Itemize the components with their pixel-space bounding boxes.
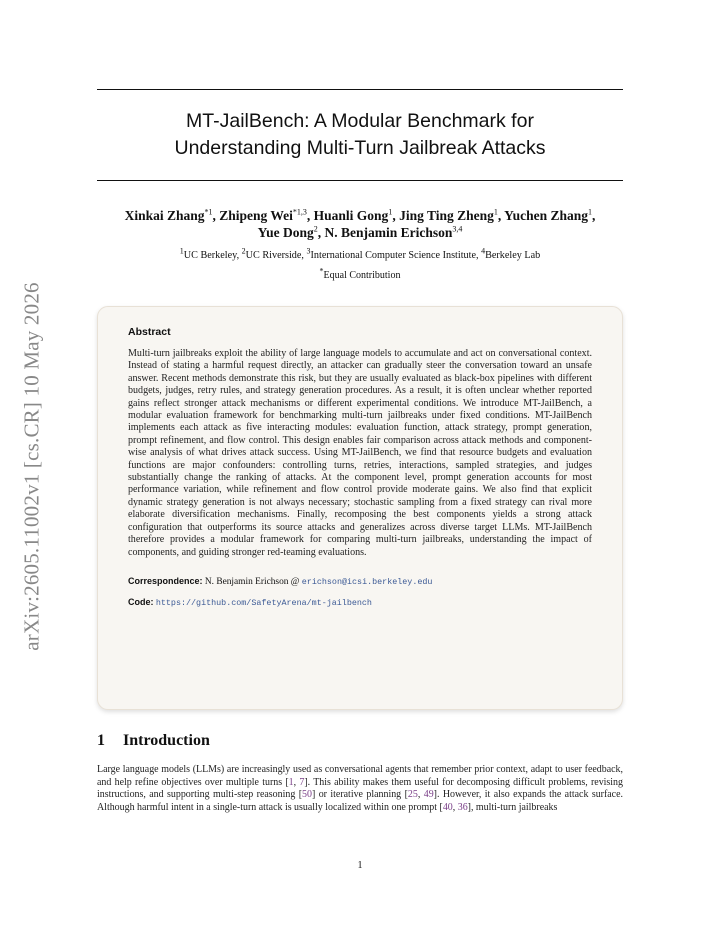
- author-name: Huanli Gong$^1$: [313, 207, 393, 223]
- citation-link[interactable]: 7: [299, 776, 305, 788]
- introduction-text: ]. This ability makes them useful for decomposing difficult problems, revising instructions, and supporting multi-step reasoning [: [97, 776, 623, 800]
- author-name: N. Benjamin Erichson$^{3,4}$: [324, 224, 463, 240]
- equal-contribution-text: Equal Contribution: [323, 270, 401, 281]
- author-affiliation-marker: 1: [588, 207, 593, 217]
- code-repository-link[interactable]: https://github.com/SafetyArena/mt-jailbench: [155, 597, 372, 608]
- arxiv-identifier-text: arXiv:2605.11002v1 [cs.CR] 10 May 2026: [19, 281, 44, 651]
- correspondence-line: [128, 575, 592, 588]
- paper-title: [97, 108, 623, 162]
- title-rule-bottom: [97, 180, 623, 181]
- author-affiliation-marker: 1: [493, 207, 498, 217]
- affiliation-name: UC Berkeley: [183, 250, 237, 261]
- arxiv-identifier: [12, 256, 52, 676]
- code-label: Code:: [128, 596, 154, 607]
- code-line: [128, 596, 592, 609]
- title-rule-top: [97, 89, 623, 90]
- abstract-body: Multi-turn jailbreaks exploit the ability of large language models to accumulate and act on conversational context. Instead of stating a harmful request directly, an attacker can gradually steer the conversation toward an unsafe answer. Recent methods demonstrate this risk, but they are usually evaluated as black-box pipelines with different budgets, judges, retry rules, and strategy generation procedures. As a result, it is often unclear whether reported gains reflect stronger attack mechanisms or different experimental conditions. We introduce MT-JailBench, a modular evaluation framework for benchmarking multi-turn jailbreaks under fixed conditions. MT-JailBench implements each attack as five interacting modules: evaluation function, attack strategy, prompt generation, prompt refinement, and flow control. This design enables fair comparison across attack methods and component-wise analysis of what drives attack success. Using MT-JailBench, we find that resource budgets and evaluation functions are major confounders: controlling turns, retries, interactions, sampled strategies, and judges substantially change the ranking of attacks. At the component level, prompt generation accounts for most performance variation, while refinement and flow control provide moderate gains. We also find that explicit dynamic strategy generation is not always necessary; stochastic sampling from a fixed strategy can rival more elaborate diversification mechanisms. Finally, recomposing the best components yields a strong attack configuration that outperforms its source attacks and generalizes across diverse target LLMs. MT-JailBench therefore provides a modular framework for comparing multi-turn jailbreaks, understanding the impact of components, and guiding stronger red-teaming evaluations.: [128, 348, 592, 558]
- introduction-text: Large language models (LLMs) are increasingly used as conversational agents that remember prior context, adapt to user feedback, and help refine objectives over multiple turns [: [97, 764, 623, 788]
- introduction-text: ,: [452, 801, 458, 813]
- introduction-text: ,: [417, 789, 424, 800]
- affiliation-marker: 3: [306, 246, 311, 256]
- author-affiliation-marker: 3,4: [452, 224, 463, 234]
- affiliation-name: Berkeley Lab: [485, 250, 541, 261]
- author-affiliation-marker: 2: [313, 224, 318, 234]
- correspondence-name: N. Benjamin Erichson @: [204, 576, 300, 587]
- citation-link[interactable]: 49: [423, 789, 434, 800]
- author-affiliation-marker: *1: [204, 207, 213, 217]
- affiliation-name: International Computer Science Institute: [310, 250, 476, 261]
- correspondence-label: Correspondence:: [128, 575, 203, 586]
- author-name: Yuchen Zhang$^1$: [504, 207, 593, 223]
- section-heading-introduction: [97, 732, 210, 750]
- introduction-text: ]. However, it also expands the attack surface. Although harmful intent in a single-turn attack is usually localized within one prompt [: [97, 789, 623, 813]
- citation-link[interactable]: 36: [457, 801, 468, 813]
- page-number: 1: [357, 860, 363, 871]
- author-name: Zhipeng Wei$^{*1,3}$: [219, 207, 307, 223]
- author-name: Xinkai Zhang$^{*1}$: [124, 207, 213, 223]
- affiliation: [179, 246, 237, 261]
- affiliation: [481, 246, 541, 261]
- equal-contribution-note: [97, 266, 623, 281]
- citation-link[interactable]: 25: [407, 789, 418, 800]
- author-affiliation-marker: 1: [388, 207, 393, 217]
- author-affiliation-marker: *1,3: [292, 207, 307, 217]
- introduction-paragraph: [97, 764, 623, 814]
- section-number: 1: [97, 732, 105, 749]
- introduction-text: ] or iterative planning [: [311, 789, 408, 800]
- correspondence-email-link[interactable]: erichson@icsi.berkeley.edu: [301, 576, 433, 587]
- affiliation-marker: 4: [481, 246, 486, 256]
- citation-link[interactable]: 1: [288, 776, 294, 788]
- affiliation-marker: 2: [241, 246, 246, 256]
- affiliation: [241, 246, 302, 261]
- citation-link[interactable]: 50: [302, 789, 312, 800]
- author-name: Yue Dong$^2$: [257, 224, 318, 240]
- affiliation-name: UC Riverside: [245, 250, 302, 261]
- abstract-box: [97, 306, 623, 710]
- affiliation-list: $^1$UC Berkeley, $^2$UC Riverside, $^3$International Computer Science Institute, $^4$Berkeley Lab: [179, 246, 541, 261]
- introduction-text: ,: [293, 776, 300, 788]
- author-name: Jing Ting Zheng$^1$: [399, 207, 498, 223]
- abstract-heading: Abstract: [128, 326, 171, 338]
- paper-title-line-2: Understanding Multi-Turn Jailbreak Attacks: [174, 137, 546, 159]
- paper-title-line-1: MT-JailBench: A Modular Benchmark for: [186, 110, 534, 132]
- affiliation: [306, 246, 477, 261]
- equal-contribution-marker: *: [319, 266, 324, 276]
- section-title: Introduction: [123, 732, 210, 749]
- introduction-text: ], multi-turn jailbreaks: [467, 801, 558, 813]
- citation-link[interactable]: 40: [442, 801, 453, 813]
- author-list: Xinkai Zhang$^{*1}$, Zhipeng Wei$^{*1,3}$, Huanli Gong$^1$, Jing Ting Zheng$^1$, Yuchen Zhang$^1$, Yue Dong$^2$, N. Benjamin Erichson$^{3,4}$: [124, 207, 596, 240]
- affiliation-marker: 1: [179, 246, 184, 256]
